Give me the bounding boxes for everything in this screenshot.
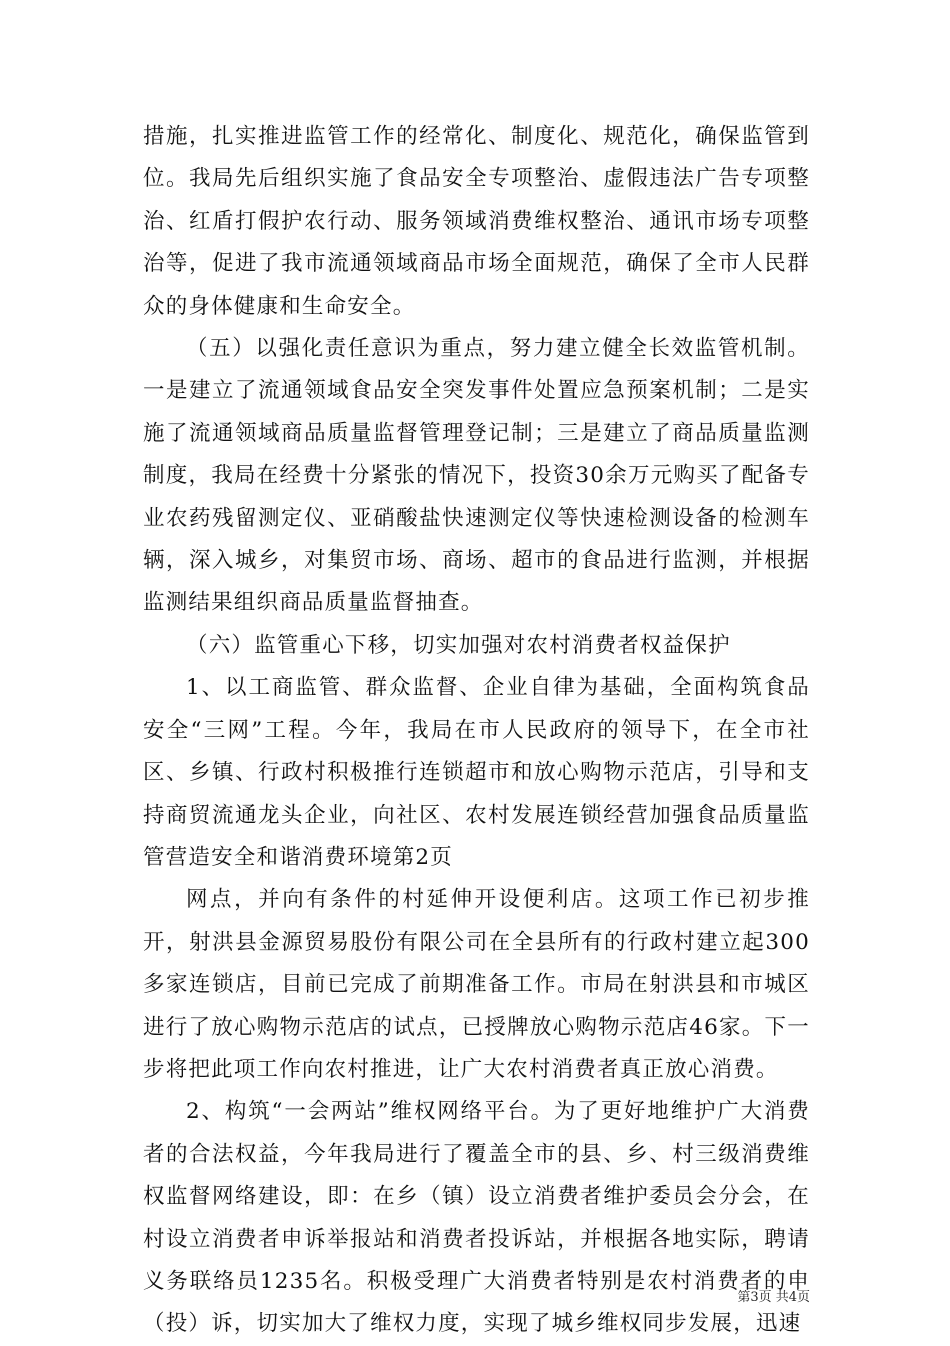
page-number-footer: 第3页 共4页 [737,1290,810,1305]
paragraph-item-one-continued: 网点，并向有条件的村延伸开设便利店。这项工作已初步推开，射洪县金源贸易股份有限公司在全县所有的行政村建立起300多家连锁店，目前已完成了前期准备工作。市局在射洪县和市城区进行了放心购物示范店的试点，已授牌放心购物示范店46家。下一步将把此项工作向农村推进，让广大农村消费者真正放心消费。 [143,887,810,1082]
paragraph-section-five: （五）以强化责任意识为重点，努力建立健全长效监管机制。一是建立了流通领域食品安全突发事件处置应急预案机制；二是实施了流通领域商品质量监督管理登记制；三是建立了商品质量监测制度，我局在经费十分紧张的情况下，投资30余万元购买了配备专业农药残留测定仪、亚硝酸盐快速测定仪等快速检测设备的检测车辆，深入城乡，对集贸市场、商场、超市的食品进行监测，并根据监测结果组织商品质量监督抽查。 [143,336,810,616]
paragraph-continuation: 措施，扎实推进监管工作的经常化、制度化、规范化，确保监管到位。我局先后组织实施了食品安全专项整治、虚假违法广告专项整治、红盾打假护农行动、服务领域消费维权整治、通讯市场专项整治等，促进了我市流通领域商品市场全面规范，确保了全市人民群众的身体健康和生命安全。 [143,124,810,319]
paragraph-item-one: 1、以工商监管、群众监督、企业自律为基础，全面构筑食品安全“三网”工程。今年，我局在市人民政府的领导下，在全市社区、乡镇、行政村积极推行连锁超市和放心购物示范店，引导和支持商贸流通龙头企业，向社区、农村发展连锁经营加强食品质量监管营造安全和谐消费环境第2页 [143,675,810,870]
document-body [143,116,810,1346]
paragraph-section-six-heading: （六）监管重心下移，切实加强对农村消费者权益保护 [186,632,731,658]
paragraph-item-two: 2、构筑“一会两站”维权网络平台。为了更好地维护广大消费者的合法权益，今年我局进行了覆盖全市的县、乡、村三级消费维权监督网络建设，即：在乡（镇）设立消费者维护委员会分会，在村设立消费者申诉举报站和消费者投诉站，并根据各地实际，聘请义务联络员1235名。积极受理广大消费者特别是农村消费者的申（投）诉，切实加大了维权力度，实现了城乡维权同步发展，迅速 [143,1099,810,1337]
